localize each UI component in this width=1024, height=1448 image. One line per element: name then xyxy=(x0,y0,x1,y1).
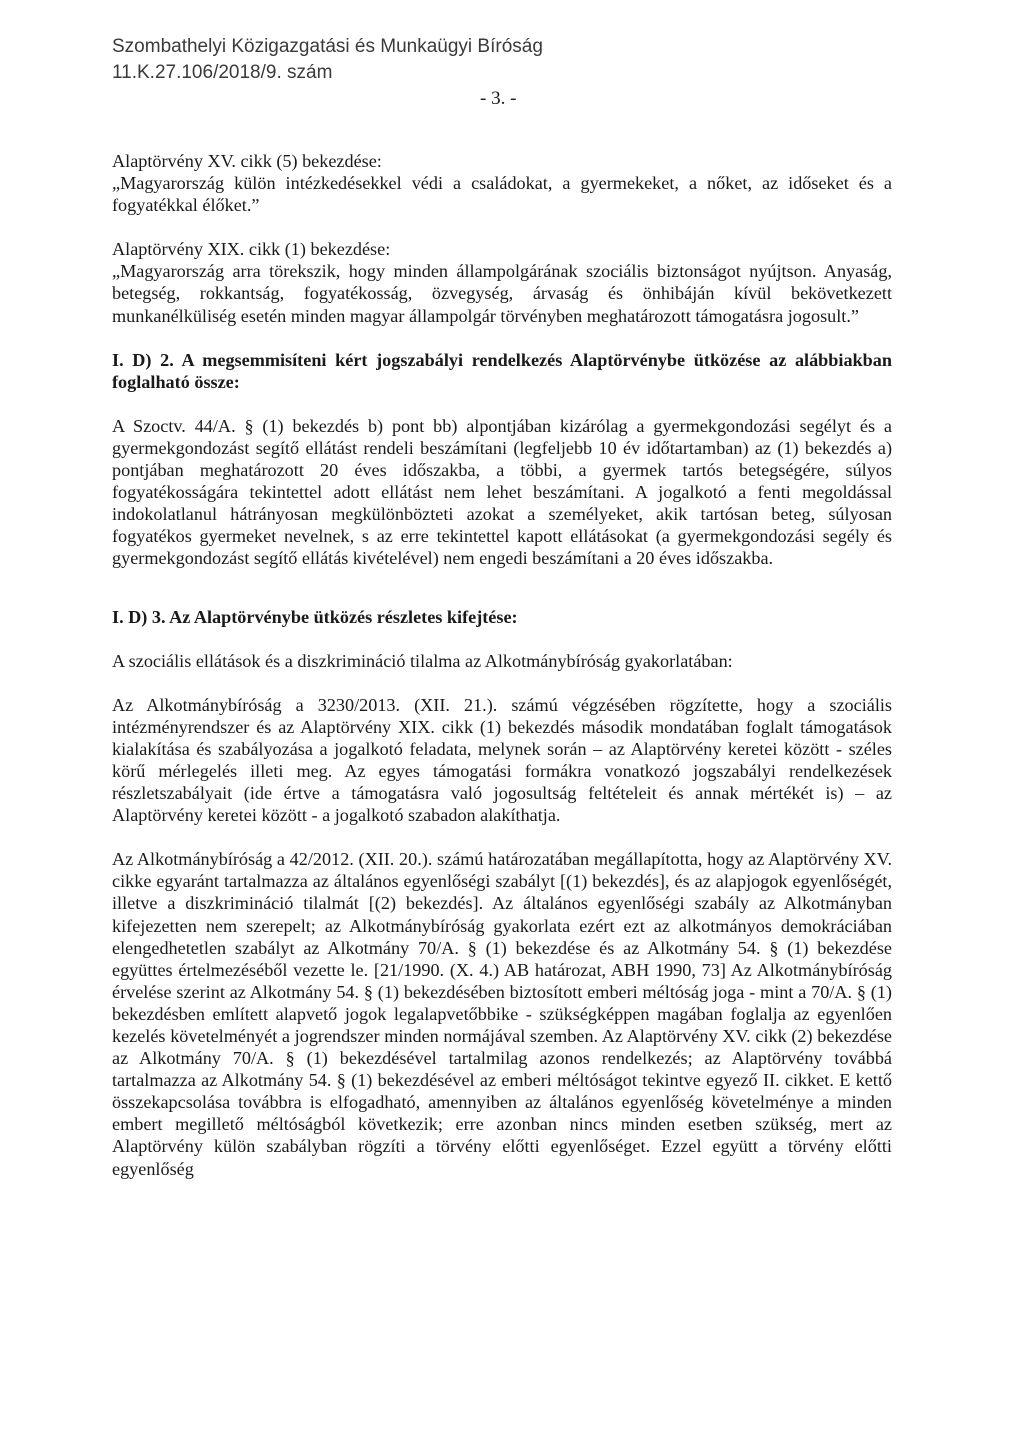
case-number: 11.K.27.106/2018/9. szám xyxy=(112,62,333,83)
xix-heading: Alaptörvény XIX. cikk (1) bekezdése: xyxy=(112,239,391,260)
court-name: Szombathelyi Közigazgatási és Munkaügyi Bíróság xyxy=(112,36,543,57)
section-d2-heading: I. D) 2. A megsemmisíteni kért jogszabályi rendelkezés Alaptörvénybe ütközése az alábbiakban foglalható össze: xyxy=(112,349,892,392)
section-d3-paragraph-2: Az Alkotmánybíróság a 42/2012. (XII. 20.). számú határozatában megállapította, hogy az Alaptörvény XV. cikke egyaránt tartalmazza az általános egyenlőségi szabályt [(1) bekezdés], és az alapjogok egyenlőségét, illetve a diszkrimináció tilalmát [(2) bekezdés]. Az általános egyenlőségi szabály az Alkotmányban kifejezetten nem szerepelt; az Alkotmánybíróság gyakorlata ezért ezt az alkotmányos demokráciában elengedhetetlen szabályt az Alkotmány 70/A. § (1) bekezdése és az Alkotmány 54. § (1) bekezdése együttes értelmezéséből vezette le. [21/1990. (X. 4.) AB határozat, ABH 1990, 73] Az Alkotmánybíróság érvelése szerint az Alkotmány 54. § (1) bekezdésében biztosított emberi méltóság joga - mint a 70/A. § (1) bekezdésben említett alapvető jogok legalapvetőbbike - szükségképpen magában foglalja az egyenlően kezelés követelményét a jogrendszer minden normájával szemben. Az Alaptörvény XV. cikk (2) bekezdése az Alkotmány 70/A. § (1) bekezdésével tartalmilag azonos rendelkezés; az Alaptörvény továbbá tartalmazza az Alkotmány 54. § (1) bekezdésével az emberi méltóságot tekintve egyező II. cikket. E kettő összekapcsolása továbbra is elfogadható, amennyiben az általános egyenlőség követelménye a minden embert megillető méltóságból következik; erre azonban nincs minden esetben szükség, mert az Alaptörvény külön szabályban rögzíti a törvény előtti egyenlőséget. Ezzel együtt a törvény előtti egyenlőség xyxy=(112,849,892,1179)
section-d3-heading: I. D) 3. Az Alaptörvénybe ütközés részletes kifejtése: xyxy=(112,606,518,627)
document-body xyxy=(112,150,892,1180)
section-d3-paragraph-1: Az Alkotmánybíróság a 3230/2013. (XII. 21.). számú végzésében rögzítette, hogy a szociális intézményrendszer és az Alaptörvény XIX. cikk (1) bekezdés második mondatában foglalt támogatások kialakítása és szabályozása a jogalkotó feladata, melynek során – az Alaptörvény keretei között - széles körű mérlegelés illeti meg. Az egyes támogatási formákra vonatkozó jogszabályi rendelkezések részletszabályait (ide értve a támogatásra való jogosultság feltételeit és annak mértékét is) – az Alaptörvény keretei között - a jogalkotó szabadon alakíthatja. xyxy=(112,694,892,826)
xv-quote: „Magyarország külön intézkedésekkel védi a családokat, a gyermekeket, a nőket, az időseket és a fogyatékkal élőket.” xyxy=(112,173,892,216)
xix-quote: „Magyarország arra törekszik, hogy minden állampolgárának szociális biztonságot nyújtson. Anyaság, betegség, rokkantság, fogyatékosság, özvegység, árvaság és önhibáján kívül bekövetkezett munkanélküliség esetén minden magyar állampolgár törvényben meghatározott támogatásra jogosult.” xyxy=(112,261,892,326)
section-d3-subheading: A szociális ellátások és a diszkrimináció tilalma az Alkotmánybíróság gyakorlatában: xyxy=(112,650,733,671)
page-number: - 3. - xyxy=(480,88,517,109)
section-d2-text: A Szoctv. 44/A. § (1) bekezdés b) pont bb) alpontjában kizárólag a gyermekgondozási segélyt és a gyermekgondozást segítő ellátást rendeli beszámítani (legfeljebb 10 év időtartamban) az (1) bekezdés a) pontjában meghatározott 20 éves időszakba, a többi, a gyermek tartós betegségére, súlyos fogyatékosságára tekintettel adott ellátást nem lehet beszámítani. A jogalkotó a fenti megoldással indokolatlanul hátrányosan megkülönbözteti azokat a személyeket, akik tartósan beteg, súlyosan fogyatékos gyermeket nevelnek, s az erre tekintettel kapott ellátásokat (a gyermekgondozási segély és gyermekgondozást segítő ellátás kivételével) nem engedi beszámítani a 20 éves időszakba. xyxy=(112,415,892,569)
xv-heading: Alaptörvény XV. cikk (5) bekezdése: xyxy=(112,151,382,171)
page-header xyxy=(112,34,543,86)
